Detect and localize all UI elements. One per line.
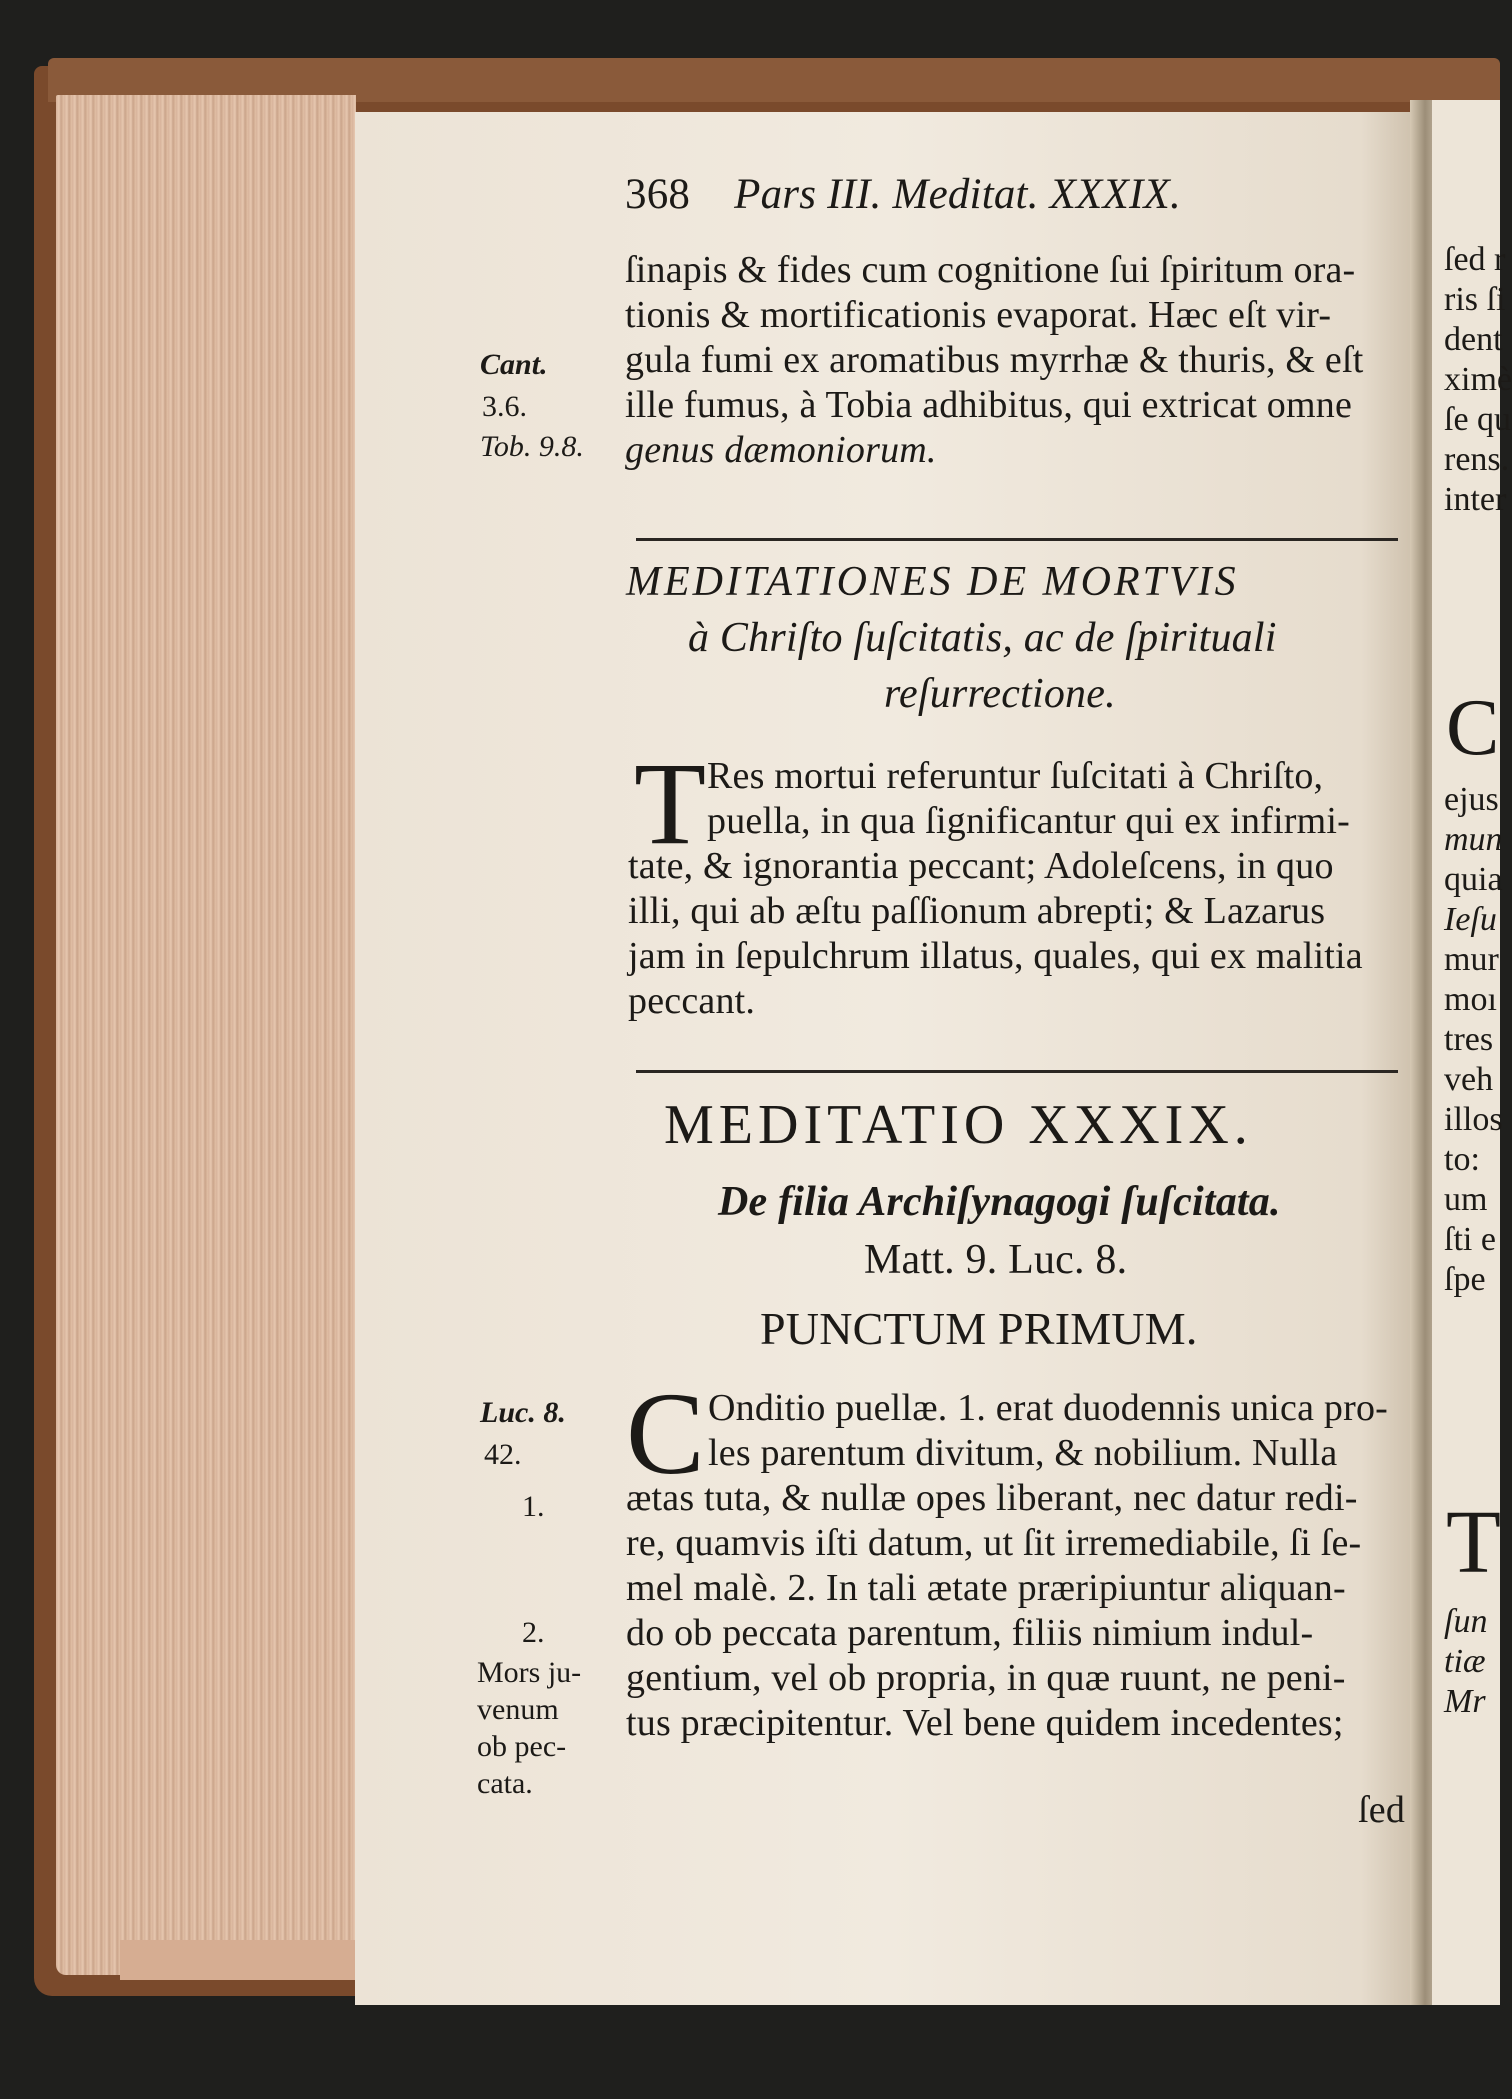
drop-cap-c: C [626,1368,705,1499]
facing-line: tiæ [1444,1643,1486,1680]
margin-note-line: cata. [477,1767,533,1800]
facing-line: rens. [1444,441,1510,478]
facing-line: illos [1444,1101,1503,1138]
margin-note-line: Mors ju- [477,1656,582,1689]
margin-note-line: ob pec- [477,1730,567,1763]
facing-line: ſpe [1444,1261,1486,1298]
facing-line: mur [1444,941,1499,978]
facing-line: dent [1444,321,1503,358]
facing-line: Ieſu [1444,901,1497,938]
meditation-subtitle: De filia Archiſynagogi ſuſcitata. [718,1179,1281,1225]
facing-line: ximè [1444,361,1512,398]
text-line: gula fumi ex aromatibus myrrhæ & thuris, & eſt [625,339,1364,381]
text-line: ille fumus, à Tobia adhibitus, qui extricat omne [625,384,1353,426]
facing-line: ſti e [1444,1221,1496,1258]
body-line: mel malè. 2. In tali ætate præripiuntur aliquan- [626,1567,1346,1609]
text-line: genus dæmoniorum. [625,429,937,471]
catchword: ſed [1358,1789,1406,1831]
margin-note [477,1654,581,1802]
scripture-reference: Matt. 9. Luc. 8. [864,1237,1128,1283]
intro-line: illi, qui ab æſtu paſſionum abrepti; & Lazarus [628,890,1326,932]
body-line: Onditio puellæ. 1. erat duodennis unica pro- [708,1387,1388,1429]
intro-line: peccant. [628,980,756,1022]
facing-line: ſe qu [1444,401,1512,438]
top-paragraph [625,248,1363,473]
margin-ref-cant: Cant. [480,348,548,381]
facing-line: to: [1444,1141,1480,1178]
text-line: ſinapis & fides cum cognitione ſui ſpiritum ora- [625,249,1356,291]
section-heading-line3: reſurrectione. [884,671,1116,717]
body-line: tus præcipitentur. Vel bene quidem incedentes; [626,1702,1344,1744]
facing-line: tres [1444,1021,1494,1058]
body-line: gentium, vel ob propria, in quæ ruunt, ne peni- [626,1657,1346,1699]
margin-ref-verse: 3.6. [482,390,527,423]
facing-line: moı [1444,981,1497,1018]
facing-line: um [1444,1181,1488,1218]
facing-line: mun [1444,821,1503,858]
running-header [625,172,1181,217]
facing-line: Mr [1444,1683,1486,1720]
intro-line: jam in ſepulchrum illatus, quales, qui ex malitia [628,935,1363,977]
margin-ref-tob: Tob. 9.8. [480,430,584,463]
facing-line: quia [1444,861,1503,898]
facing-line: inter [1444,481,1507,518]
facing-text-middle [1444,780,1503,1300]
body-line: do ob peccata parentum, filiis nimium indul- [626,1612,1314,1654]
margin-note-line: venum [477,1693,559,1726]
drop-cap-t: T [634,738,707,869]
margin-ref-luc: Luc. 8. [480,1396,566,1429]
body-line: les parentum divitum, & nobilium. Nulla [708,1432,1338,1474]
point-heading: PUNCTUM PRIMUM. [760,1303,1198,1354]
meditation-title: MEDITATIO XXXIX. [664,1094,1253,1156]
facing-drop-cap: T [1446,1493,1501,1592]
facing-line: ſun [1444,1603,1488,1640]
margin-number: 2. [522,1616,545,1649]
margin-ref-verse: 42. [484,1438,522,1471]
facing-drop-cap: C [1446,684,1500,772]
intro-line: Res mortui referuntur ſuſcitati à Chriſto, [707,755,1324,797]
body-line: re, quamvis iſti datum, ut ſit irremediabile, ſi ſe- [626,1522,1362,1564]
page-edges [56,95,356,1975]
facing-text-bottom [1444,1602,1500,1722]
page-number: 368 [625,171,691,218]
divider-rule [636,538,1398,541]
body-line: ætas tuta, & nullæ opes liberant, nec datur redi- [626,1477,1358,1519]
facing-line: ſed r [1444,241,1506,278]
body-paragraph [626,1476,1361,1746]
divider-rule [636,1070,1398,1073]
running-title: Pars III. Meditat. XXXIX. [734,171,1181,218]
margin-number: 1. [522,1490,545,1523]
facing-text-top [1444,240,1512,520]
intro-line: puella, in qua ſignificantur qui ex infirmi- [707,800,1351,842]
section-heading-line1: MEDITATIONES DE MORTVIS [626,559,1239,605]
intro-paragraph [628,844,1363,1024]
facing-line: veh [1444,1061,1494,1098]
text-line: tionis & mortificationis evaporat. Hæc eſt vir- [625,294,1332,336]
facing-line: ejus [1444,781,1499,818]
section-heading-line2: à Chriſto ſuſcitatis, ac de ſpirituali [688,615,1277,661]
facing-line: ris ſi [1444,281,1506,318]
intro-line: tate, & ignorantia peccant; Adoleſcens, in quo [628,845,1334,887]
